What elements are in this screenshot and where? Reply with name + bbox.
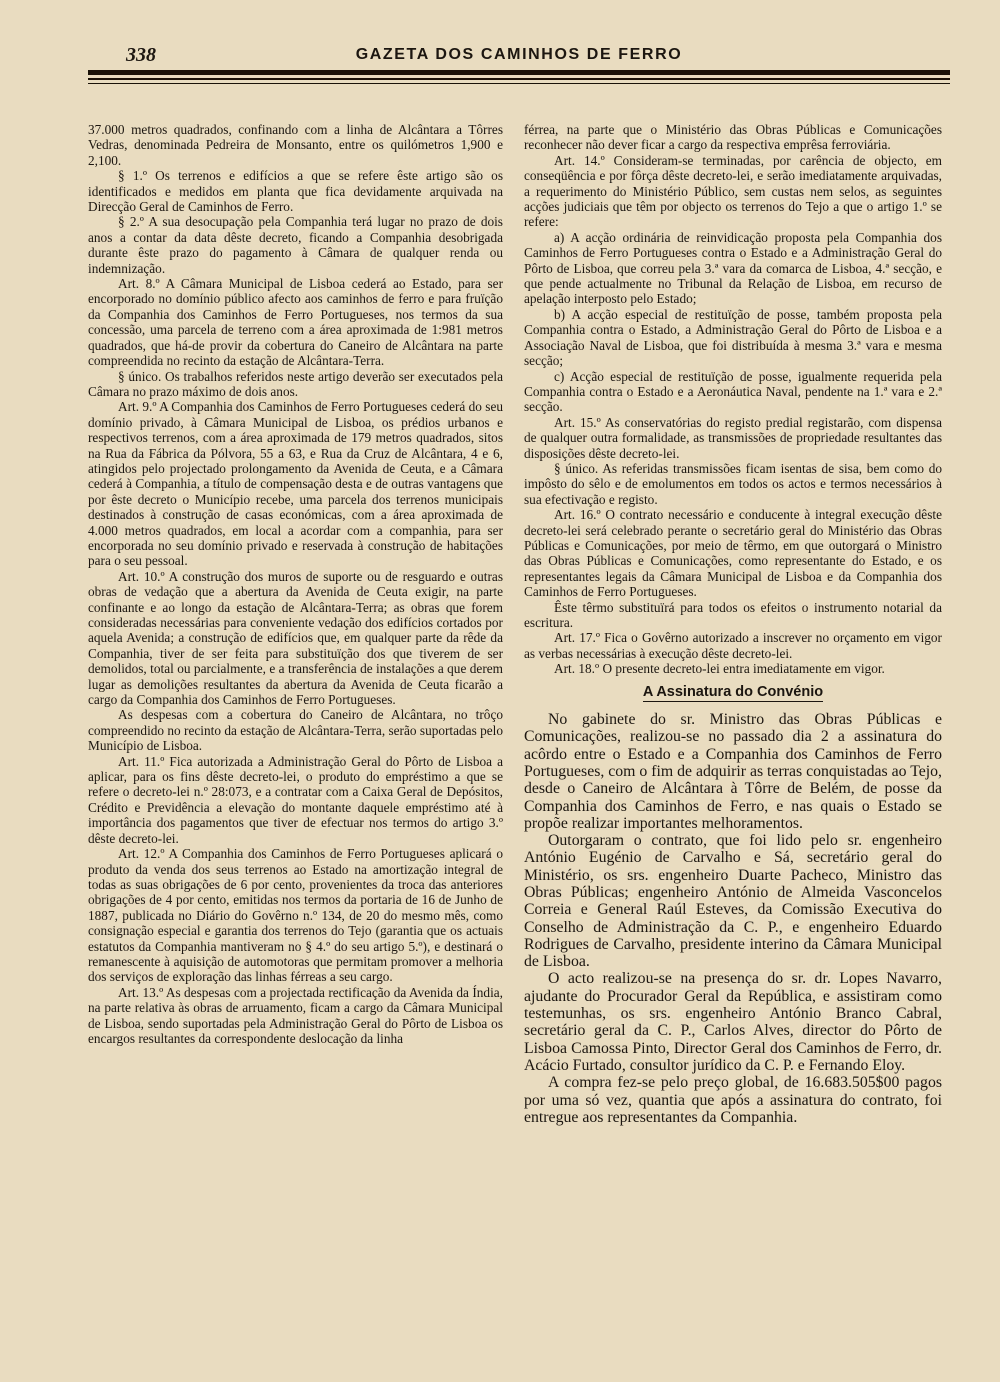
paragraph: Art. 12.º A Companhia dos Caminhos de Ferro Portugueses aplicará o produto da venda dos seus terrenos ao Estado na amortização integral de todas as suas obrigações de 6 por cento, provenientes da troca das anteriores obrigações de 4 por cento, emitidas nos termos da portaria de 16 de Junho de 1887, publicada no Diário do Govêrno n.º 134, de 20 do mesmo mês, como consignação especial e garantia dos terrenos do Tejo (garantia que os actuais estatutos da Companhia mantiveram no § 4.º do seu artigo 5.º), e destinará o remanescente à aquisição de automotoras que permitam promover a melhoria dos serviços de exploração das linhas férreas a seu cargo.: [88, 846, 503, 985]
section-title: [524, 685, 942, 700]
paragraph: Art. 16.º O contrato necessário e conducente à integral execução dêste decreto-lei será celebrado perante o secretário geral do Ministério das Obras Públicas e Comunicações, por meio de têrmo, em que outorgará o Ministro das Obras Públicas e Comunicações, como representante do Estado, e os representantes legais da Câmara Municipal de Lisboa e da Companhia dos Caminhos de Ferro Portugueses.: [524, 507, 942, 600]
paragraph: Outorgaram o contrato, que foi lido pelo sr. engenheiro António Eugénio de Carvalho e Sá, secretário geral do Ministério, os srs. engenheiro Duarte Pacheco, Ministro das Obras Públicas; engenheiro António de Almeida Vasconcelos Correia e General Raúl Esteves, da Comissão Executiva do Conselho de Administração da C. P., e engenheiro Eduardo Rodrigues de Carvalho, presidente interino da Câmara Municipal de Lisboa.: [524, 832, 942, 971]
header-rule-thick: [88, 70, 950, 75]
paragraph: O acto realizou-se na presença do sr. dr. Lopes Navarro, ajudante do Procurador Geral da República, e assistiram como testemunhas, os srs. engenheiro António Branco Cabral, secretário geral da C. P., Carlos Alves, director do Pôrto de Lisboa Camossa Pinto, Director Geral dos Caminhos de Ferro, dr. Acácio Furtado, consultor jurídico da C. P. e Fernando Eloy.: [524, 970, 942, 1074]
paragraph: Art. 8.º A Câmara Municipal de Lisboa cederá ao Estado, para ser encorporado no domínio público afecto aos caminhos de ferro e para fruïção da Companhia dos Caminhos de Ferro Portugueses, nos termos da sua concessão, uma parcela de terreno com a área aproximada de 1:981 metros quadrados, que há-de provir da cobertura do Caneiro de Alcântara na parte compreendida no recinto da estação de Alcântara-Terra.: [88, 276, 503, 369]
page-number: 338: [126, 44, 156, 66]
left-column: [88, 122, 503, 1046]
header-rule-thin: [88, 83, 950, 84]
section-title-text: A Assinatura do Convénio: [642, 683, 824, 700]
paragraph: b) A acção especial de restituïção de posse, também proposta pela Companhia contra o Estado, a Administração Geral do Pôrto de Lisboa e a Associação Naval de Lisboa, que foi distribuída à mesma 3.ª vara e mesma secção;: [524, 306, 942, 369]
header-rule-medium: [88, 78, 950, 80]
page-header: [88, 44, 950, 66]
paragraph: § único. As referidas transmissões ficam isentas de sisa, bem como do impôsto do sêlo e de emolumentos em todos os actos e termos necessários à sua efectivação e registo.: [524, 460, 942, 507]
paragraph: § único. Os trabalhos referidos neste artigo deverão ser executados pela Câmara no prazo máximo de dois anos.: [88, 368, 503, 399]
paragraph: Art. 11.º Fica autorizada a Administração Geral do Pôrto de Lisboa a aplicar, para os fins dêste decreto-lei, o produto do empréstimo a que se refere o decreto-lei n.º 28:073, e a contratar com a Caixa Geral de Depósitos, Crédito e Previdência a elevação do montante daquele empréstimo até à importância dos pagamentos que tiver de efectuar nos termos do artigo 3.º dêste decreto-lei.: [88, 753, 503, 846]
convenio-article: [524, 711, 942, 1126]
paragraph: Art. 9.º A Companhia dos Caminhos de Ferro Portugueses cederá do seu domínio privado, à Câmara Municipal de Lisboa, os prédios urbanos e respectivos terrenos, com a área aproximada de 179 metros quadrados, sitos na Rua da Fábrica da Pólvora, 55 a 63, e Rua da Cruz de Alcântara, 4 e 6, atingidos pelo projectado prolongamento da Avenida de Ceuta, e a Câmara cederá à Companhia, a título de compensação desta e de outras vantagens que por êste decreto o Município recebe, uma parcela dos terrenos municipais destinados à construção de casas económicas, com a área aproximada de 4.000 metros quadrados, em local a acordar com a companhia, para ser encorporada no seu domínio privado e reservada à construção de habitações para o seu pessoal.: [88, 399, 503, 569]
paragraph: 37.000 metros quadrados, confinando com a linha de Alcântara a Tôrres Vedras, denominada Pedreira de Monsanto, entre os quilómetros 1,900 e 2,100.: [88, 122, 503, 168]
paragraph: Art. 18.º O presente decreto-lei entra imediatamente em vigor.: [554, 661, 885, 677]
paragraph: § 2.º A sua desocupação pela Companhia terá lugar no prazo de dois anos a contar da data dêste decreto, ficando a Companhia desobrigada durante êste prazo do pagamento à Câmara de qualquer renda ou indemnização.: [88, 214, 503, 276]
paragraph: a) A acção ordinária de reinvidicação proposta pela Companhia dos Caminhos de Ferro Portugueses contra o Estado e a Administração Geral do Pôrto de Lisboa, que correu pela 3.ª vara da comarca de Lisboa, 4.ª secção, e que pende actualmente no Tribunal da Relação de Lisboa, em recurso de apelação interposto pelo Estado;: [524, 229, 942, 307]
paragraph: férrea, na parte que o Ministério das Obras Públicas e Comunicações reconhecer não dever ficar a cargo da respectiva emprêsa ferroviária.: [524, 122, 942, 153]
decree-articles-continued: [524, 122, 942, 677]
paragraph: § 1.º Os terrenos e edifícios a que se refere êste artigo são os identificados e medidos em planta que fica devidamente arquivada na Direcção Geral de Caminhos de Ferro.: [88, 168, 503, 215]
right-column: [524, 122, 942, 1126]
paragraph: Art. 13.º As despesas com a projectada rectificação da Avenida da Índia, na parte relativa às obras de arruamento, ficam a cargo da Câmara Municipal de Lisboa, sendo suportadas pela Administração Geral do Pôrto de Lisboa os encargos resultantes da correspondente deslocação da linha: [88, 984, 503, 1046]
journal-title: GAZETA DOS CAMINHOS DE FERRO: [355, 46, 683, 63]
paragraph: Art. 15.º As conservatórias do registo predial registarão, com dispensa de qualquer outra formalidade, as transmissões de propriedade resultantes das disposições dêste decreto-lei.: [524, 414, 942, 461]
paragraph: Êste têrmo substituïrá para todos os efeitos o instrumento notarial da escritura.: [524, 599, 942, 630]
paragraph: No gabinete do sr. Ministro das Obras Públicas e Comunicações, realizou-se no passado dia 2 a assinatura do acôrdo entre o Estado e a Companhia dos Caminhos de Ferro Portugueses, com o fim de adquirir as terras conquistadas ao Tejo, desde o Caneiro de Alcântara à Tôrre de Belém, de posse da Companhia dos Caminhos de Ferro, e nas quais o Estado se propõe realizar importantes melhoramentos.: [524, 711, 942, 832]
paragraph: Art. 17.º Fica o Govêrno autorizado a inscrever no orçamento em vigor as verbas necessárias à execução dêste decreto-lei.: [524, 630, 942, 661]
paragraph: c) Acção especial de restituïção de posse, igualmente requerida pela Companhia contra o Estado e a Aeronáutica Naval, pendente na 1.ª vara e 2.ª secção.: [524, 368, 942, 415]
paragraph: Art. 10.º A construção dos muros de suporte ou de resguardo e outras obras de vedação que a abertura da Avenida de Ceuta exigir, na parte confinante e ao longo da estação de Alcântara-Terra; as obras que forem consideradas necessárias para conveniente vedação dos edifícios cortados por aquela Avenida; a construção de edifícios que, em qualquer parte da rêde da Companhia, tiver de ser feita para substituïção dos que tiverem de ser demolidos, total ou parcialmente, e a transferência de instalações a que derem lugar as demolições resultantes da abertura da Avenida de Ceuta ficarão a cargo da Companhia dos Caminhos de Ferro Portugueses.: [88, 568, 503, 708]
paragraph: As despesas com a cobertura do Caneiro de Alcântara, no trôço compreendido no recinto da estação de Alcântara-Terra, serão suportadas pelo Município de Lisboa.: [88, 707, 503, 754]
paragraph: Art. 14.º Consideram-se terminadas, por carência de objecto, em conseqüência e por fôrça dêste decreto-lei, e serão imediatamente arquivadas, a requerimento do Ministério Público, sem custas nem selos, as seguintes acções judiciais que têm por objecto os terrenos do Tejo a que o artigo 1.º se refere:: [524, 152, 942, 230]
paragraph: A compra fez-se pelo preço global, de 16.683.505$00 pagos por uma só vez, quantia que após a assinatura do contrato, foi entregue aos representantes da Companhia.: [524, 1074, 942, 1126]
